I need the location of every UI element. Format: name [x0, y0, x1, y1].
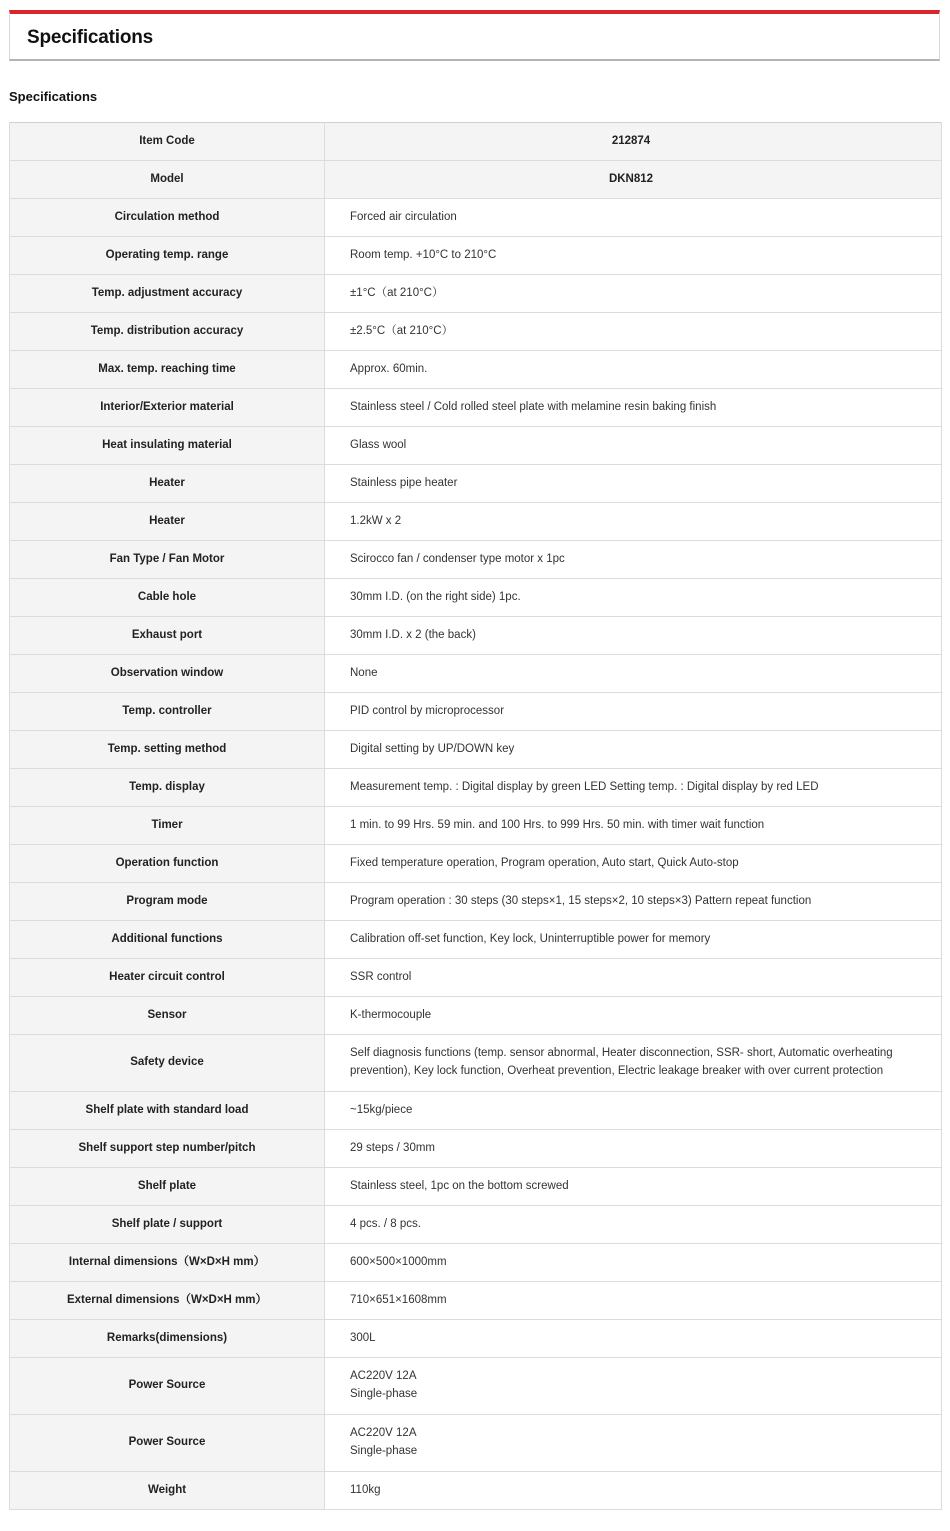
table-row: [10, 541, 942, 579]
spec-label: Shelf plate with standard load: [10, 1092, 325, 1130]
spec-value: 600×500×1000mm: [325, 1244, 942, 1282]
spec-label: Sensor: [10, 997, 325, 1035]
spec-table-body: [10, 123, 942, 1510]
table-row: [10, 465, 942, 503]
table-row: [10, 617, 942, 655]
spec-value: Room temp. +10°C to 210°C: [325, 237, 942, 275]
spec-label: Max. temp. reaching time: [10, 351, 325, 389]
spec-value: ±2.5°C（at 210°C）: [325, 313, 942, 351]
spec-label: Operation function: [10, 845, 325, 883]
table-row: [10, 1035, 942, 1092]
spec-value: Scirocco fan / condenser type motor x 1pc: [325, 541, 942, 579]
table-row: [10, 1358, 942, 1415]
table-row: [10, 731, 942, 769]
table-row: [10, 389, 942, 427]
table-row: [10, 123, 942, 161]
spec-label: External dimensions（W×D×H mm）: [10, 1282, 325, 1320]
spec-value: 212874: [325, 123, 942, 161]
table-row: [10, 959, 942, 997]
spec-label: Safety device: [10, 1035, 325, 1092]
spec-value: 1.2kW x 2: [325, 503, 942, 541]
spec-value: 4 pcs. / 8 pcs.: [325, 1206, 942, 1244]
spec-value: SSR control: [325, 959, 942, 997]
spec-label: Heater: [10, 465, 325, 503]
spec-value: DKN812: [325, 161, 942, 199]
spec-label: Remarks(dimensions): [10, 1320, 325, 1358]
spec-label: Temp. setting method: [10, 731, 325, 769]
spec-value: ~15kg/piece: [325, 1092, 942, 1130]
spec-label: Cable hole: [10, 579, 325, 617]
table-row: [10, 579, 942, 617]
spec-label: Circulation method: [10, 199, 325, 237]
table-row: [10, 427, 942, 465]
spec-label: Weight: [10, 1472, 325, 1510]
spec-value: AC220V 12A Single-phase: [325, 1415, 942, 1472]
spec-label: Shelf plate: [10, 1168, 325, 1206]
spec-value: Forced air circulation: [325, 199, 942, 237]
spec-value: Self diagnosis functions (temp. sensor abnormal, Heater disconnection, SSR- short, Automatic overheating prevention), Key lock function, Overheat prevention, Electric leakage breaker with over current protection: [325, 1035, 942, 1092]
spec-value: Approx. 60min.: [325, 351, 942, 389]
table-row: [10, 845, 942, 883]
table-row: [10, 769, 942, 807]
table-row: [10, 351, 942, 389]
spec-label: Operating temp. range: [10, 237, 325, 275]
table-row: [10, 313, 942, 351]
spec-label: Temp. display: [10, 769, 325, 807]
table-row: [10, 921, 942, 959]
spec-label: Shelf support step number/pitch: [10, 1130, 325, 1168]
table-row: [10, 503, 942, 541]
spec-label: Heat insulating material: [10, 427, 325, 465]
table-row: [10, 997, 942, 1035]
table-row: [10, 1130, 942, 1168]
spec-value: AC220V 12A Single-phase: [325, 1358, 942, 1415]
table-row: [10, 237, 942, 275]
table-row: [10, 1415, 942, 1472]
spec-label: Power Source: [10, 1415, 325, 1472]
spec-label: Temp. distribution accuracy: [10, 313, 325, 351]
table-row: [10, 693, 942, 731]
spec-label: Internal dimensions（W×D×H mm）: [10, 1244, 325, 1282]
spec-value: Glass wool: [325, 427, 942, 465]
spec-value: Measurement temp. : Digital display by green LED Setting temp. : Digital display by red LED: [325, 769, 942, 807]
section-title: Specifications: [9, 89, 98, 104]
spec-label: Exhaust port: [10, 617, 325, 655]
table-row: [10, 1168, 942, 1206]
table-row: [10, 199, 942, 237]
spec-value: 30mm I.D. (on the right side) 1pc.: [325, 579, 942, 617]
spec-value: Digital setting by UP/DOWN key: [325, 731, 942, 769]
spec-value: Calibration off-set function, Key lock, Uninterruptible power for memory: [325, 921, 942, 959]
spec-value: K-thermocouple: [325, 997, 942, 1035]
spec-value: Stainless steel, 1pc on the bottom screwed: [325, 1168, 942, 1206]
spec-value: 1 min. to 99 Hrs. 59 min. and 100 Hrs. to 999 Hrs. 50 min. with timer wait function: [325, 807, 942, 845]
spec-label: Interior/Exterior material: [10, 389, 325, 427]
spec-value: 29 steps / 30mm: [325, 1130, 942, 1168]
table-row: [10, 1092, 942, 1130]
spec-label: Additional functions: [10, 921, 325, 959]
spec-label: Shelf plate / support: [10, 1206, 325, 1244]
spec-value: 110kg: [325, 1472, 942, 1510]
spec-table: [9, 122, 942, 1510]
spec-value: Stainless pipe heater: [325, 465, 942, 503]
spec-label: Observation window: [10, 655, 325, 693]
spec-value: ±1°C（at 210°C）: [325, 275, 942, 313]
spec-label: Heater circuit control: [10, 959, 325, 997]
page-title: Specifications: [27, 27, 154, 48]
table-row: [10, 1282, 942, 1320]
spec-label: Temp. adjustment accuracy: [10, 275, 325, 313]
spec-value: Program operation : 30 steps (30 steps×1, 15 steps×2, 10 steps×3) Pattern repeat function: [325, 883, 942, 921]
table-row: [10, 1472, 942, 1510]
spec-label: Power Source: [10, 1358, 325, 1415]
spec-label: Model: [10, 161, 325, 199]
table-row: [10, 655, 942, 693]
spec-value: 300L: [325, 1320, 942, 1358]
spec-value: Stainless steel / Cold rolled steel plate with melamine resin baking finish: [325, 389, 942, 427]
page-header: [9, 10, 940, 61]
table-row: [10, 807, 942, 845]
spec-value: Fixed temperature operation, Program operation, Auto start, Quick Auto-stop: [325, 845, 942, 883]
table-row: [10, 275, 942, 313]
spec-value: 30mm I.D. x 2 (the back): [325, 617, 942, 655]
spec-label: Timer: [10, 807, 325, 845]
table-row: [10, 1244, 942, 1282]
table-row: [10, 161, 942, 199]
table-row: [10, 1206, 942, 1244]
spec-value: 710×651×1608mm: [325, 1282, 942, 1320]
table-row: [10, 1320, 942, 1358]
table-row: [10, 883, 942, 921]
spec-label: Program mode: [10, 883, 325, 921]
spec-label: Heater: [10, 503, 325, 541]
spec-label: Item Code: [10, 123, 325, 161]
spec-value: None: [325, 655, 942, 693]
spec-label: Temp. controller: [10, 693, 325, 731]
spec-label: Fan Type / Fan Motor: [10, 541, 325, 579]
spec-value: PID control by microprocessor: [325, 693, 942, 731]
